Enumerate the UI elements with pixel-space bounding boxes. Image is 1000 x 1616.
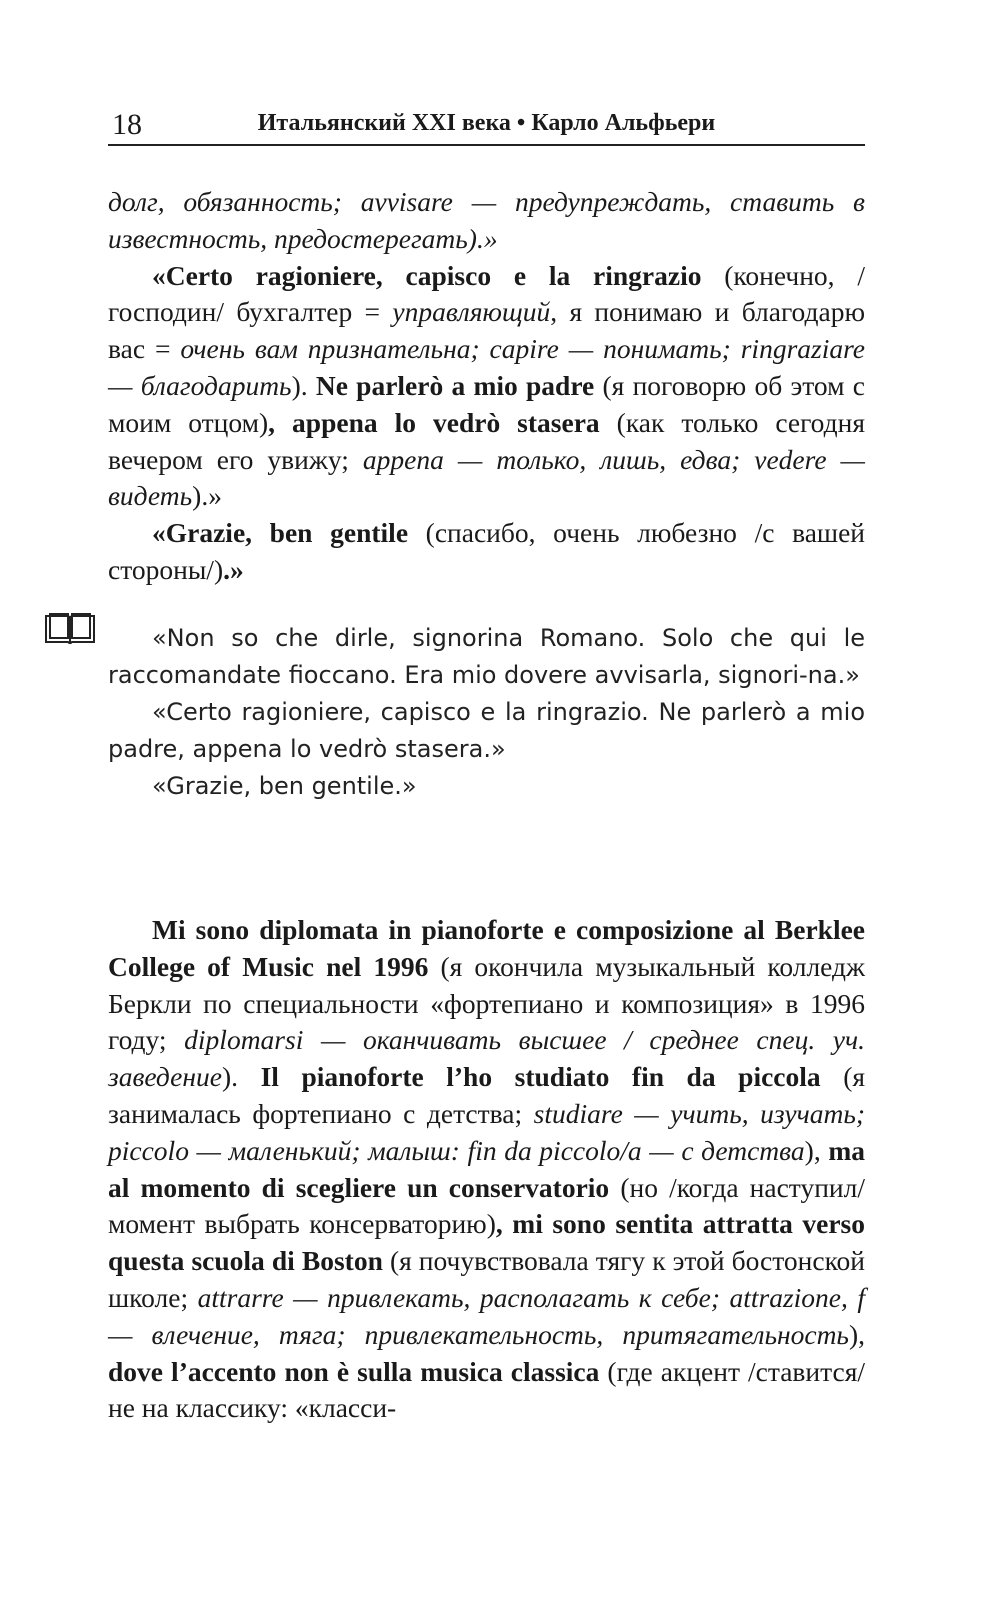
gloss-italic: известность, предостерегать).» (108, 222, 498, 254)
original-paragraph: «Grazie, ben gentile.» (152, 772, 417, 800)
translation: (я поговорю об этом с моим отцом) (108, 369, 865, 438)
gloss-italic: управляющий (392, 296, 551, 328)
italian-phrase: «Grazie, ben gentile (152, 517, 409, 549)
italian-phrase: , mi sono sentita attratta verso questa scuola di Boston (108, 1208, 865, 1277)
italian-phrase: Il pianoforte l’ho studiato fin da piccola (260, 1061, 821, 1093)
commentary-line (108, 184, 865, 221)
translation: ). (291, 369, 316, 401)
original-text-block (108, 620, 865, 805)
original-paragraph: «Non so che dirle, signorina Romano. Solo che qui le raccomandate fioccano. Era mio dovere avvisarla, signori-na.» (108, 624, 865, 689)
gloss-italic: studiare — учить, изучать; piccolo — маленький; малыш: fin da piccolo/a — с детства (108, 1097, 866, 1166)
italian-phrase: «Certo ragioniere, capisco e la ringrazio (152, 259, 702, 291)
translation: ).» (192, 480, 222, 512)
gloss-italic: diplomarsi — оканчивать высшее / среднее спец. уч. заведение (108, 1024, 865, 1093)
italian-phrase: , appena lo vedrò stasera (268, 406, 600, 438)
open-book-icon (42, 612, 98, 648)
translation: ). (222, 1061, 261, 1093)
commentary-paragraph (108, 258, 865, 516)
original-paragraph: «Certo ragioniere, capisco e la ringrazio. Ne parlerò a mio padre, appena lo vedrò stasera.» (108, 698, 865, 763)
translation: (я окончила музыкальный колледж Беркли по специальности «фортепиано и композиция» в 1996 году; (108, 950, 865, 1056)
translation: (как только сегодня вечером его увижу; (108, 406, 865, 475)
commentary-line (108, 221, 865, 258)
translation: (конечно, /господин/ бухгалтер = (108, 259, 865, 328)
gloss-italic: attrarre — привлекать, располагать к себе; attrazione, f — влечение, тяга; привлекательность, притягательность (108, 1281, 865, 1350)
italian-phrase: Mi sono diplomata in pianoforte e composizione al Berklee College of Music nel 1996 (108, 914, 865, 982)
translation: (я занималась фортепиано с детства; (108, 1061, 865, 1129)
translation: (но /когда наступил/ момент выбрать консерваторию) (108, 1171, 865, 1240)
translation: ), (804, 1134, 829, 1166)
page-number: 18 (112, 108, 142, 141)
gloss-italic: очень вам признательна; capire — понимать; ringraziare — благодарить (108, 333, 865, 401)
translation: , я понимаю и благодарю вас = (108, 296, 865, 365)
commentary-paragraph (108, 515, 865, 589)
italian-phrase: .» (223, 553, 244, 585)
running-head (108, 104, 865, 146)
italian-phrase: ma al momento di scegliere un conservatorio (108, 1134, 865, 1203)
commentary-block-2 (108, 912, 865, 1427)
translation: ), (848, 1318, 865, 1350)
italian-phrase: dove l’accento non è sulla musica classica (108, 1355, 600, 1387)
translation: (я почувствовала тягу к этой бостонской школе; (108, 1245, 865, 1313)
gloss-italic: долг, обязанность; avvisare — предупреждать, ставить в (108, 186, 865, 217)
commentary-paragraph (108, 912, 865, 1427)
gloss-italic: appena — только, лишь, едва; vedere — видеть (108, 443, 865, 512)
running-title: Итальянский XXI века • Карло Альфьери (257, 110, 716, 136)
translation: (спасибо, очень любезно /с вашей стороны/) (108, 517, 866, 585)
commentary-block-1 (108, 184, 865, 589)
translation: (где акцент /ставится/ не на классику: «класси- (108, 1355, 865, 1424)
italian-phrase: Ne parlerò a mio padre (315, 369, 595, 401)
